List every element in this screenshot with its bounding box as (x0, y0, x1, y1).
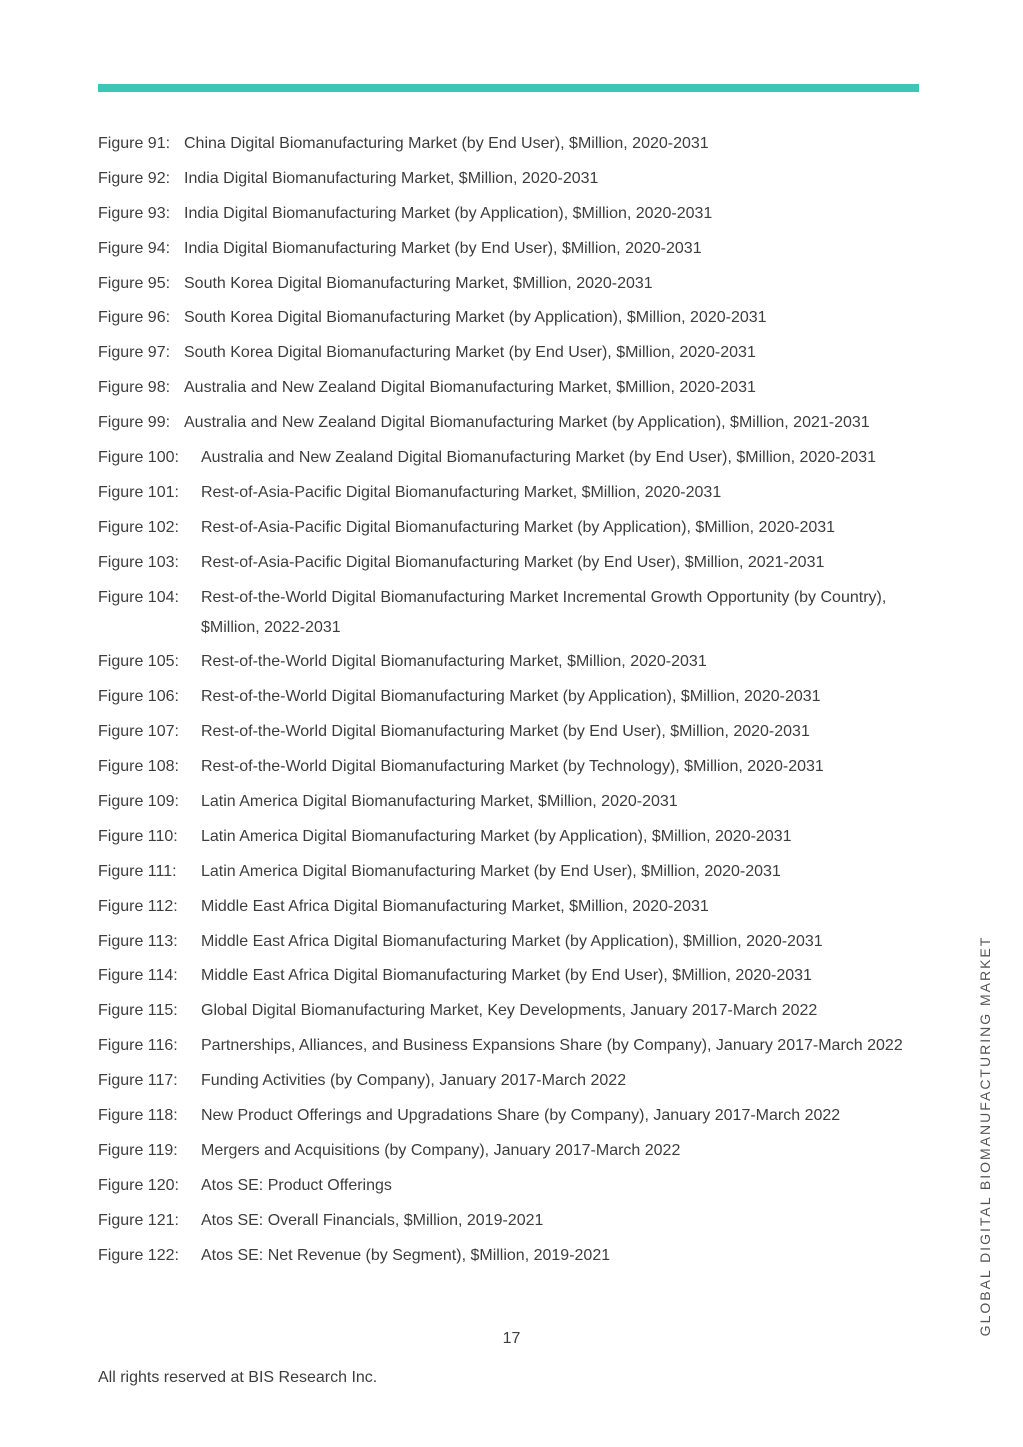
side-banner-report-title: GLOBAL DIGITAL BIOMANUFACTURING MARKET (977, 935, 993, 1337)
figure-entry (98, 408, 928, 438)
figure-title: Middle East Africa Digital Biomanufacturing Market (by Application), $Million, 2020-2031 (201, 932, 823, 950)
figure-entry (98, 373, 928, 403)
figure-entry (98, 1206, 928, 1236)
figure-entry (98, 822, 928, 852)
figure-title: Australia and New Zealand Digital Biomanufacturing Market, $Million, 2020-2031 (184, 379, 756, 397)
figure-title: South Korea Digital Biomanufacturing Market (by Application), $Million, 2020-2031 (184, 309, 767, 327)
figure-title: Middle East Africa Digital Biomanufacturing Market, $Million, 2020-2031 (201, 897, 709, 915)
figure-entry (98, 717, 928, 747)
figure-label: Figure 111: (98, 862, 177, 880)
figure-entry (98, 303, 928, 333)
figure-title: Atos SE: Net Revenue (by Segment), $Million, 2019-2021 (201, 1246, 611, 1264)
figure-list-part-2 (98, 443, 928, 1275)
figure-title: Rest-of-the-World Digital Biomanufacturing Market Incremental Growth Opportunity (by Country), $Million, 2022-2031 (201, 588, 887, 636)
figure-label: Figure 93: (98, 204, 171, 222)
figure-label: Figure 113: (98, 932, 178, 950)
figure-entry (98, 1171, 928, 1201)
figure-label: Figure 101: (98, 483, 179, 501)
figure-label: Figure 103: (98, 553, 179, 571)
figure-title: India Digital Biomanufacturing Market, $Million, 2020-2031 (184, 169, 599, 187)
figure-title: Atos SE: Product Offerings (201, 1176, 392, 1194)
figure-entry (98, 129, 928, 159)
figure-label: Figure 102: (98, 518, 179, 536)
figure-label: Figure 94: (98, 239, 171, 257)
figure-title: Rest-of-Asia-Pacific Digital Biomanufacturing Market (by Application), $Million, 2020-2031 (201, 518, 836, 536)
figure-entry (98, 234, 928, 264)
footer-copyright: All rights reserved at BIS Research Inc. (98, 1369, 378, 1386)
figure-label: Figure 112: (98, 897, 178, 915)
figure-title: Rest-of-Asia-Pacific Digital Biomanufacturing Market (by End User), $Million, 2021-2031 (201, 553, 825, 571)
figure-entry (98, 548, 928, 578)
figure-label: Figure 121: (98, 1211, 179, 1229)
figure-entry (98, 1031, 928, 1061)
figure-label: Figure 100: (98, 449, 179, 466)
figure-label: Figure 95: (98, 274, 171, 292)
figure-label: Figure 119: (98, 1141, 178, 1159)
figure-entry (98, 338, 928, 368)
figure-entry (98, 752, 928, 782)
figure-title: Rest-of-the-World Digital Biomanufacturing Market (by End User), $Million, 2020-2031 (201, 723, 810, 741)
figure-title: Rest-of-the-World Digital Biomanufacturing Market (by Technology), $Million, 2020-2031 (201, 758, 824, 776)
figure-entry (98, 892, 928, 922)
figure-label: Figure 110: (98, 827, 178, 845)
figure-label: Figure 117: (98, 1072, 178, 1090)
figure-entry (98, 1136, 928, 1166)
figure-label: Figure 105: (98, 653, 179, 671)
figure-label: Figure 92: (98, 169, 171, 187)
figure-label: Figure 106: (98, 688, 179, 706)
figure-label: Figure 107: (98, 723, 179, 741)
figure-title: Latin America Digital Biomanufacturing Market (by End User), $Million, 2020-2031 (201, 862, 781, 880)
figure-title: Atos SE: Overall Financials, $Million, 2019-2021 (201, 1211, 544, 1229)
figure-title: China Digital Biomanufacturing Market (by End User), $Million, 2020-2031 (184, 135, 709, 152)
figure-label: Figure 99: (98, 414, 171, 432)
figure-title: New Product Offerings and Upgradations Share (by Company), January 2017-March 2022 (201, 1107, 841, 1125)
figure-entry (98, 199, 928, 229)
figure-label: Figure 120: (98, 1176, 179, 1194)
figure-title: Latin America Digital Biomanufacturing Market, $Million, 2020-2031 (201, 793, 678, 811)
figure-entry (98, 513, 928, 543)
figure-label: Figure 116: (98, 1037, 178, 1055)
figure-entry (98, 478, 928, 508)
figure-label: Figure 98: (98, 379, 171, 397)
figure-title: Mergers and Acquisitions (by Company), January 2017-March 2022 (201, 1141, 681, 1159)
figure-list-part-1 (98, 129, 928, 443)
figure-title: South Korea Digital Biomanufacturing Market, $Million, 2020-2031 (184, 274, 653, 292)
figure-entry (98, 682, 928, 712)
figure-title: Middle East Africa Digital Biomanufacturing Market (by End User), $Million, 2020-2031 (201, 967, 812, 985)
figure-entry (98, 996, 928, 1026)
figure-entry (98, 443, 928, 473)
figure-entry (98, 583, 928, 643)
figure-title: Rest-of-the-World Digital Biomanufacturing Market, $Million, 2020-2031 (201, 653, 707, 671)
figure-label: Figure 122: (98, 1246, 179, 1264)
figure-title: Rest-of-Asia-Pacific Digital Biomanufacturing Market, $Million, 2020-2031 (201, 483, 722, 501)
figure-title: Funding Activities (by Company), January 2017-March 2022 (201, 1072, 627, 1090)
figure-label: Figure 114: (98, 967, 178, 985)
figure-title: India Digital Biomanufacturing Market (by End User), $Million, 2020-2031 (184, 239, 702, 257)
figure-entry (98, 927, 928, 957)
figure-label: Figure 97: (98, 344, 171, 362)
figure-label: Figure 108: (98, 758, 179, 776)
figure-title: Latin America Digital Biomanufacturing Market (by Application), $Million, 2020-2031 (201, 827, 792, 845)
figure-entry (98, 647, 928, 677)
figure-label: Figure 104: (98, 588, 179, 606)
figure-title: Partnerships, Alliances, and Business Expansions Share (by Company), January 2017-March 2022 (201, 1037, 903, 1055)
figure-label: Figure 96: (98, 309, 171, 327)
figure-entry (98, 1241, 928, 1271)
figure-title: India Digital Biomanufacturing Market (by Application), $Million, 2020-2031 (184, 204, 713, 222)
figure-entry (98, 269, 928, 299)
figure-entry (98, 961, 928, 991)
figure-label: Figure 115: (98, 1002, 178, 1020)
figure-entry (98, 1101, 928, 1131)
figure-entry (98, 787, 928, 817)
header-accent-bar (98, 84, 919, 92)
page-number: 17 (502, 1330, 521, 1347)
figure-entry (98, 857, 928, 887)
figure-title: Rest-of-the-World Digital Biomanufacturing Market (by Application), $Million, 2020-2031 (201, 688, 821, 706)
figure-entry (98, 1066, 928, 1096)
figure-label: Figure 91: (98, 135, 171, 152)
figure-title: South Korea Digital Biomanufacturing Market (by End User), $Million, 2020-2031 (184, 344, 756, 362)
figure-entry (98, 164, 928, 194)
figure-title: Australia and New Zealand Digital Biomanufacturing Market (by Application), $Million, 2021-2031 (184, 414, 870, 432)
figure-label: Figure 109: (98, 793, 179, 811)
figure-title: Australia and New Zealand Digital Biomanufacturing Market (by End User), $Million, 2020-2031 (201, 449, 876, 466)
figure-title: Global Digital Biomanufacturing Market, Key Developments, January 2017-March 2022 (201, 1002, 818, 1020)
figure-label: Figure 118: (98, 1107, 178, 1125)
